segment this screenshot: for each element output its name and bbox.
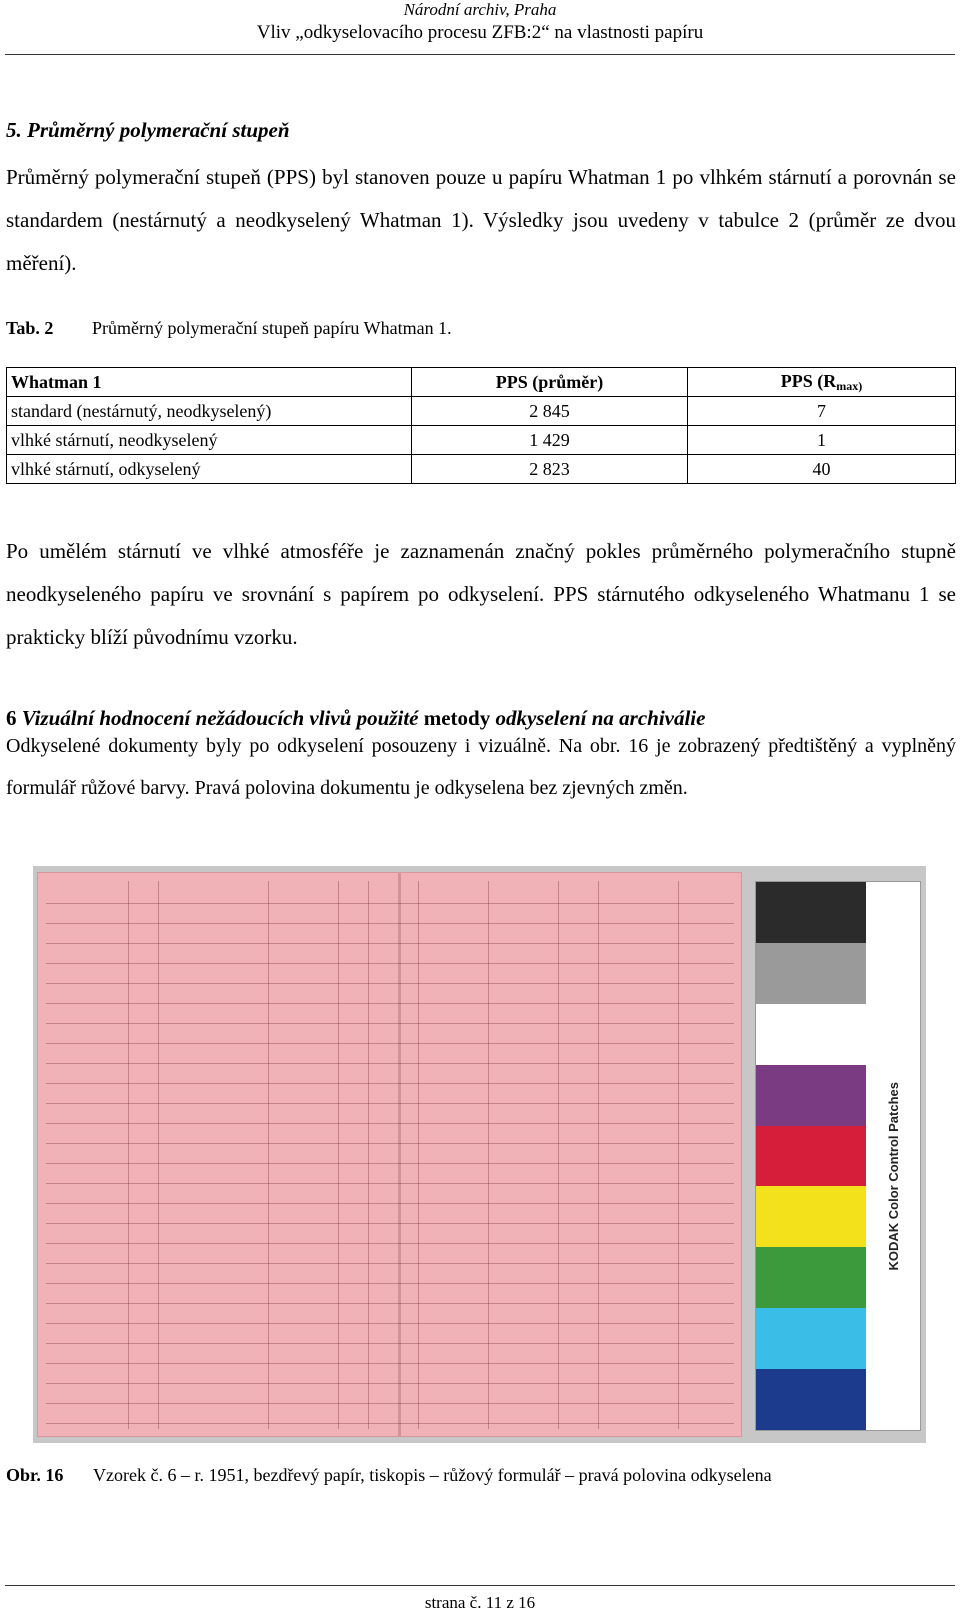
page-number: strana č. 11 z 16 [424, 1593, 536, 1612]
form-rule-line [46, 1303, 734, 1304]
header-institution: Národní archiv, Praha [403, 0, 557, 19]
row-avg: 1 429 [412, 426, 688, 455]
footer-divider [5, 1585, 955, 1586]
form-column-line [128, 881, 129, 1429]
header-divider [5, 54, 955, 55]
form-rule-line [46, 923, 734, 924]
form-rule-line [46, 1043, 734, 1044]
table-caption-label: Tab. 2 [6, 318, 54, 338]
color-patch [756, 1126, 866, 1187]
form-rule-line [46, 1123, 734, 1124]
header-title: Vliv „odkyselovacího procesu ZFB:2“ na vlastnosti papíru [256, 22, 704, 43]
form-rule-line [46, 1403, 734, 1404]
form-column-line [678, 881, 679, 1429]
form-rule-line [46, 1163, 734, 1164]
kodak-card-label: KODAK Color Control Patches [886, 1082, 901, 1271]
table-header-row [7, 368, 956, 397]
form-column-line [268, 881, 269, 1429]
form-rule-line [46, 1023, 734, 1024]
header-whatman: Whatman 1 [7, 368, 412, 397]
form-rule-line [46, 963, 734, 964]
figure-caption-text: Vzorek č. 6 – r. 1951, bezdřevý papír, tiskopis – růžový formulář – pravá polovina odkyselena [93, 1465, 772, 1485]
form-column-line [158, 881, 159, 1429]
section-6-number: 6 [6, 706, 17, 730]
header-pps-rmax-main: PPS (R [780, 370, 837, 391]
form-rule-line [46, 1243, 734, 1244]
results-paragraph: Po umělém stárnutí ve vlhké atmosféře je zaznamenán značný pokles průměrného polymeračního stupně neodkyseleného papíru ve srovnání s papírem po odkyselení. PPS stárnutého odkyseleného Whatmanu 1 se prakticky blíží původnímu vzorku. [6, 539, 956, 649]
form-column-line [598, 881, 599, 1429]
form-rule-line [46, 1083, 734, 1084]
color-patch [756, 1065, 866, 1126]
color-patch [756, 882, 866, 943]
color-patch [756, 1369, 866, 1430]
form-rule-line [46, 1383, 734, 1384]
document-photo [33, 866, 926, 1443]
section-6-paragraph: Odkyselené dokumenty byly po odkyselení posouzeny i vizuálně. Na obr. 16 je zobrazený předtištěný a vyplněný formulář růžové barvy. Pravá polovina dokumentu je odkyselena bez zjevných změn. [6, 735, 956, 799]
row-avg: 2 823 [412, 455, 688, 484]
table-row [7, 426, 956, 455]
row-rmax: 1 [688, 426, 956, 455]
table-row [7, 397, 956, 426]
form-rule-line [46, 1283, 734, 1284]
section-6-heading-part2: metody [423, 706, 491, 730]
header-pps-rmax-sub: max) [836, 378, 863, 393]
row-label: vlhké stárnutí, odkyselený [7, 455, 412, 484]
color-patch [756, 943, 866, 1004]
pink-form [37, 872, 742, 1437]
form-rule-line [46, 903, 734, 904]
form-rule-line [46, 1063, 734, 1064]
form-rule-line [46, 1343, 734, 1344]
section-6-heading-part1: Vizuální hodnocení nežádoucích vlivů použité [21, 706, 424, 730]
row-label: standard (nestárnutý, neodkyselený) [7, 397, 412, 426]
form-column-line [418, 881, 419, 1429]
form-column-line [338, 881, 339, 1429]
form-column-line [488, 881, 489, 1429]
table-caption-text: Průměrný polymerační stupeň papíru Whatman 1. [92, 318, 452, 338]
section-5-paragraph: Průměrný polymerační stupeň (PPS) byl stanoven pouze u papíru Whatman 1 po vlhkém stárnutí a porovnán se standardem (nestárnutý a neodkyselený Whatman 1). Výsledky jsou uvedeny v tabulce 2 (průměr ze dvou měření). [6, 165, 956, 275]
table-row [7, 455, 956, 484]
pps-table [6, 367, 956, 484]
form-fold-line [398, 873, 401, 1436]
form-rule-line [46, 1183, 734, 1184]
color-patch [756, 1308, 866, 1369]
row-rmax: 40 [688, 455, 956, 484]
form-rule-line [46, 983, 734, 984]
section-6-heading-part3: odkyselení na archiválie [490, 706, 706, 730]
form-rule-line [46, 1263, 734, 1264]
form-column-line [368, 881, 369, 1429]
header-pps-avg: PPS (průměr) [412, 368, 688, 397]
form-rule-line [46, 1143, 734, 1144]
row-avg: 2 845 [412, 397, 688, 426]
form-rule-line [46, 943, 734, 944]
form-rule-line [46, 1003, 734, 1004]
header-pps-rmax [688, 368, 956, 397]
form-rule-line [46, 1103, 734, 1104]
row-label: vlhké stárnutí, neodkyselený [7, 426, 412, 455]
color-patch [756, 1186, 866, 1247]
color-patch [756, 1004, 866, 1065]
color-patch [756, 1247, 866, 1308]
form-rule-line [46, 1363, 734, 1364]
form-rule-line [46, 1203, 734, 1204]
form-rule-line [46, 1423, 734, 1424]
row-rmax: 7 [688, 397, 956, 426]
form-column-line [558, 881, 559, 1429]
form-rule-line [46, 1223, 734, 1224]
form-rule-line [46, 1323, 734, 1324]
section-5-heading: 5. Průměrný polymerační stupeň [6, 118, 290, 142]
figure-caption-label: Obr. 16 [6, 1465, 64, 1485]
kodak-color-card [755, 881, 921, 1431]
